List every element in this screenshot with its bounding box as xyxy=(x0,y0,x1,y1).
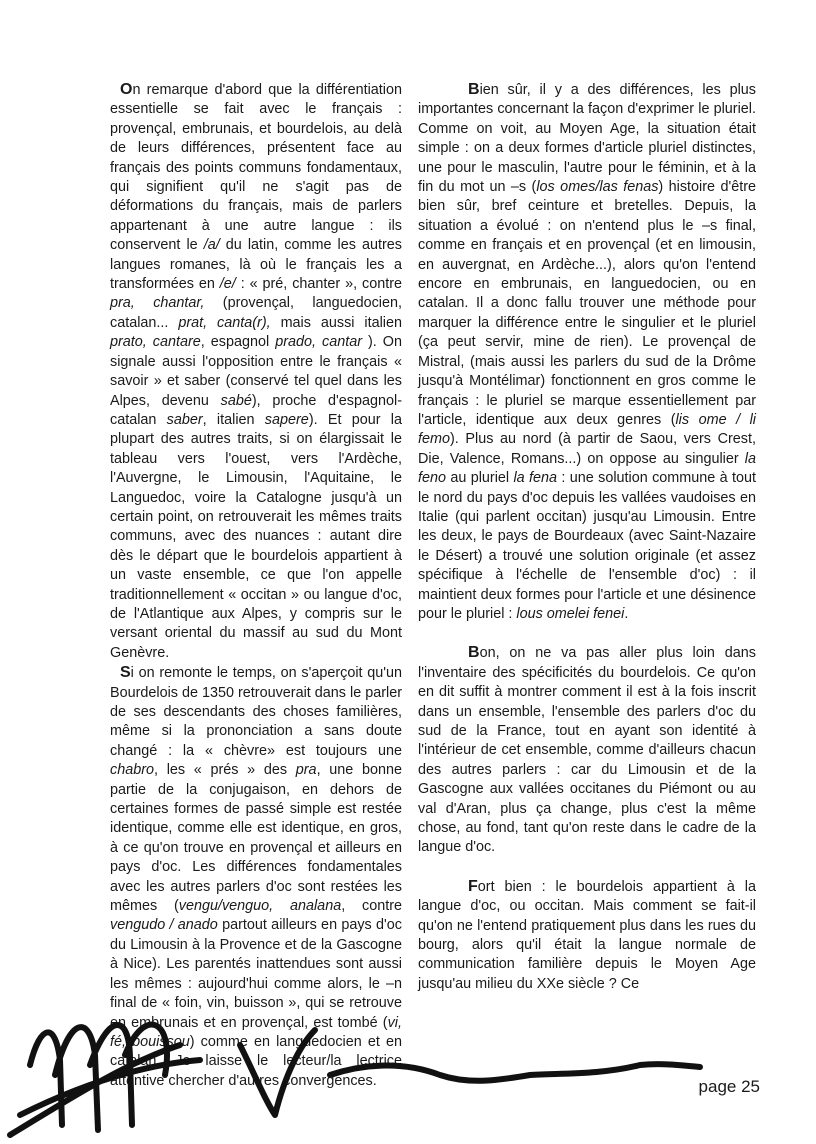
paragraph: Bon, on ne va pas aller plus loin dans l'inventaire des spécificités du bourdelois. Ce qu'on en dit suffit à montrer comment il est à la fois inscrit dans un ensemble, l'ensemble des parlers d'oc du sud de la France, tout en ayant son identité à l'intérieur de cet ensemble, comme d'ailleurs chacun des autres parlers : car du Limousin et de la Gascogne aux vallées occitanes du Piémont ou au val d'Aran, plus ça change, plus c'est la même chose, au fond, tant qu'on reste dans le cadre de la langue d'oc. xyxy=(418,644,756,856)
paragraph: On remarque d'abord que la différentiation essentielle se fait avec le français : provençal, embrunais, et bourdelois, au delà de leurs différences, présentent face au français des points communs fondamentaux, qui signifient qu'il ne s'agit pas de déformations du français, mais de parlers appartenant à une autre langue : ils conservent le /a/ du latin, comme les autres langues romanes, là où le français les a transformées en /e/ : « pré, chanter », contre pra, chantar, (provençal, languedocien, catalan... prat, canta(r), mais aussi italien prato, cantare, espagnol prado, cantar ). On signale aussi l'opposition entre le français « savoir » et saber (conservé tel quel dans les Alpes, devenu sabé), proche d'espagnol-catalan saber, italien sapere). Et pour la plupart des autres traits, si on élargissait le tableau vers l'ouest, vers l'Ardèche, l'Auvergne, le Limousin, l'Aquitaine, le Languedoc, voire la Catalogne jusqu'à un certain point, on retrouverait les mêmes traits communs, avec des nuances : autant dire dès le départ que le bourdelois appartient à un vaste ensemble, ce que l'on appelle traditionnellement « occitan » ou langue d'oc, de l'Atlantique aux Alpes, y compris sur le versant oriental du massif au sud du Mont Genèvre. xyxy=(110,81,402,661)
handwritten-scribble xyxy=(0,1005,720,1144)
drop-cap: O xyxy=(120,81,133,98)
drop-cap: B xyxy=(468,644,480,662)
drop-cap: S xyxy=(120,664,131,682)
paragraph: Si on remonte le temps, on s'aperçoit qu'un Bourdelois de 1350 retrouverait dans le parler de ses descendants des choses familières, même si la prononciation a sans doute changé : la « chèvre» est toujours une chabro, les « prés » des pra, une bonne partie de la conjugaison, en dehors de certaines formes de passé simple est restée identique, comme elle est identique, en gros, à ce qu'on trouve en provençal et ailleurs en pays d'oc. Les différences fondamentales avec les autres parlers d'oc sont restées les mêmes (vengu/venguo, analana, contre vengudo / anado partout ailleurs en pays d'oc du Limousin à la Provence et de la Gascogne à Nice). Les parentés inattendues sont aussi les mêmes : aujourd'hui comme alors, le –n final de « foin, vin, buisson », qui se retrouve en embrunais et en provençal, est tombé (vi, fé, bouissou) comme en languedocien et en catalan. Je laisse le lecteur/la lectrice attentive chercher d'autres convergences. xyxy=(110,664,402,1089)
paragraph: Fort bien : le bourdelois appartient à la langue d'oc, ou occitan. Mais comment se fait-il qu'on ne l'entend pratiquement plus dans les rues du bourg, alors qu'il était la langue normale de communication familière depuis le Moyen Age jusqu'au milieu du XXe siècle ? Ce xyxy=(418,877,756,992)
scribble-path xyxy=(10,1025,700,1135)
drop-cap: B xyxy=(468,81,480,98)
right-column xyxy=(418,80,756,994)
page-number: page 25 xyxy=(698,1077,760,1096)
paragraph: Bien sûr, il y a des différences, les plus importantes concernant la façon d'exprimer le pluriel. Comme on voit, au Moyen Age, la situation était simple : on a deux formes d'article pluriel distinctes, une pour le masculin, l'autre pour le féminin, et à la fin du mot un –s (los omes/las fenas) histoire d'être bien sûr, bref ceinture et bretelles. Depuis, la situation a évolué : on n'entend plus le –s final, comme en français et en provençal (et en limousin, en auvergnat, en Ardèche...), alors qu'on l'entend encore en embrunais, en languedocien, ou en catalan. Il a donc fallu trouver une méthode pour marquer la différence entre le singulier et le pluriel (ça peut servir, mine de rien). Le provençal de Mistral, (mais aussi les parlers du sud de la Drôme jusqu'à Montélimar) fonctionnent en gros comme le français : le pluriel se marque essentiellement par l'article, identique aux deux genres (lis ome / li femo). Plus au nord (à partir de Saou, vers Crest, Die, Valence, Romans...) on oppose au singulier la feno au pluriel la fena : une solution commune à tout le nord du pays d'oc depuis les vallées vaudoises en Italie (qui parlent occitan) jusqu'au Limousin. Entre les deux, le pays de Bourdeaux (avec Saint-Nazaire le Désert) a trouvé une solution originale (et assez spécifique à l'échelle de l'ensemble d'oc) : il maintient deux formes pour l'article et une désinence pour le pluriel : lous omelei fenei. xyxy=(418,81,756,622)
left-column xyxy=(110,80,402,1091)
drop-cap: F xyxy=(468,877,478,895)
